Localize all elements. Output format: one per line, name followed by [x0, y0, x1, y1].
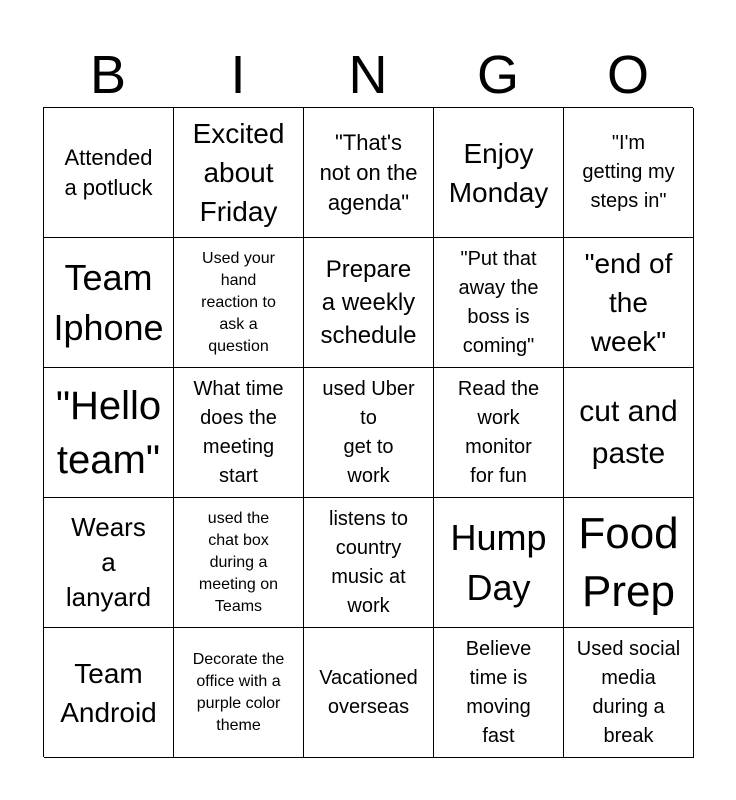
bingo-cell[interactable] [174, 628, 304, 758]
cell-text: "Hello team" [55, 383, 162, 482]
bingo-cell[interactable] [564, 498, 694, 628]
cell-text: listens to country music at work [329, 507, 408, 617]
cell-text: "Put that away the boss is coming" [458, 247, 539, 357]
bingo-cell[interactable] [304, 498, 434, 628]
cell-text: "That's not on the agenda" [319, 129, 418, 215]
bingo-cell[interactable] [564, 628, 694, 758]
cell-text: cut and paste [579, 394, 678, 470]
bingo-cell[interactable] [174, 498, 304, 628]
bingo-grid [43, 107, 693, 757]
header-letter-b: B [89, 45, 127, 105]
cell-text: Used social media during a break [576, 637, 681, 747]
cell-text: Decorate the office with a purple color theme [192, 650, 285, 734]
cell-text: Hump Day [450, 516, 547, 608]
cell-text: Believe time is moving fast [465, 637, 532, 747]
bingo-header [43, 42, 693, 108]
bingo-cell[interactable] [434, 238, 564, 368]
cell-text: Attended a potluck [64, 144, 153, 200]
bingo-cell[interactable] [44, 368, 174, 498]
cell-text: What time does the meeting start [193, 377, 284, 487]
cell-text: Enjoy Monday [448, 137, 549, 208]
cell-text: "I'm getting my steps in" [582, 132, 675, 212]
bingo-cell[interactable] [44, 628, 174, 758]
cell-text: Team Iphone [53, 256, 164, 348]
cell-text: Team Android [60, 657, 157, 728]
header-letter-o: O [606, 45, 649, 105]
bingo-cell[interactable] [44, 498, 174, 628]
header-letter-n: N [348, 45, 388, 105]
cell-text: Excited about Friday [192, 118, 285, 227]
bingo-cell[interactable] [304, 628, 434, 758]
cell-text: Prepare a weekly schedule [320, 256, 417, 349]
bingo-cell[interactable] [564, 108, 694, 238]
bingo-cell[interactable] [44, 238, 174, 368]
bingo-cell[interactable] [434, 498, 564, 628]
bingo-cell[interactable] [304, 108, 434, 238]
header-letter-g: G [476, 45, 519, 105]
cell-text: Vacationed overseas [319, 666, 418, 718]
cell-text: Food Prep [578, 508, 679, 616]
bingo-cell[interactable] [174, 238, 304, 368]
bingo-cell[interactable] [564, 368, 694, 498]
bingo-cell[interactable] [304, 368, 434, 498]
cell-text: Read the work monitor for fun [457, 377, 540, 487]
cell-text: "end of the week" [584, 248, 673, 357]
bingo-cell[interactable] [174, 368, 304, 498]
cell-text: used Uber to get to work [322, 377, 415, 487]
cell-text: used the chat box during a meeting on Teams [198, 509, 279, 615]
bingo-cell[interactable] [304, 238, 434, 368]
bingo-cell[interactable] [434, 108, 564, 238]
bingo-cell[interactable] [434, 368, 564, 498]
cell-text: Wears a lanyard [65, 512, 152, 612]
bingo-cell[interactable] [564, 238, 694, 368]
bingo-cell[interactable] [44, 108, 174, 238]
header-letter-i: I [230, 45, 246, 105]
bingo-cell[interactable] [174, 108, 304, 238]
cell-text: Used your hand reaction to ask a question [201, 249, 276, 355]
bingo-cell[interactable] [434, 628, 564, 758]
